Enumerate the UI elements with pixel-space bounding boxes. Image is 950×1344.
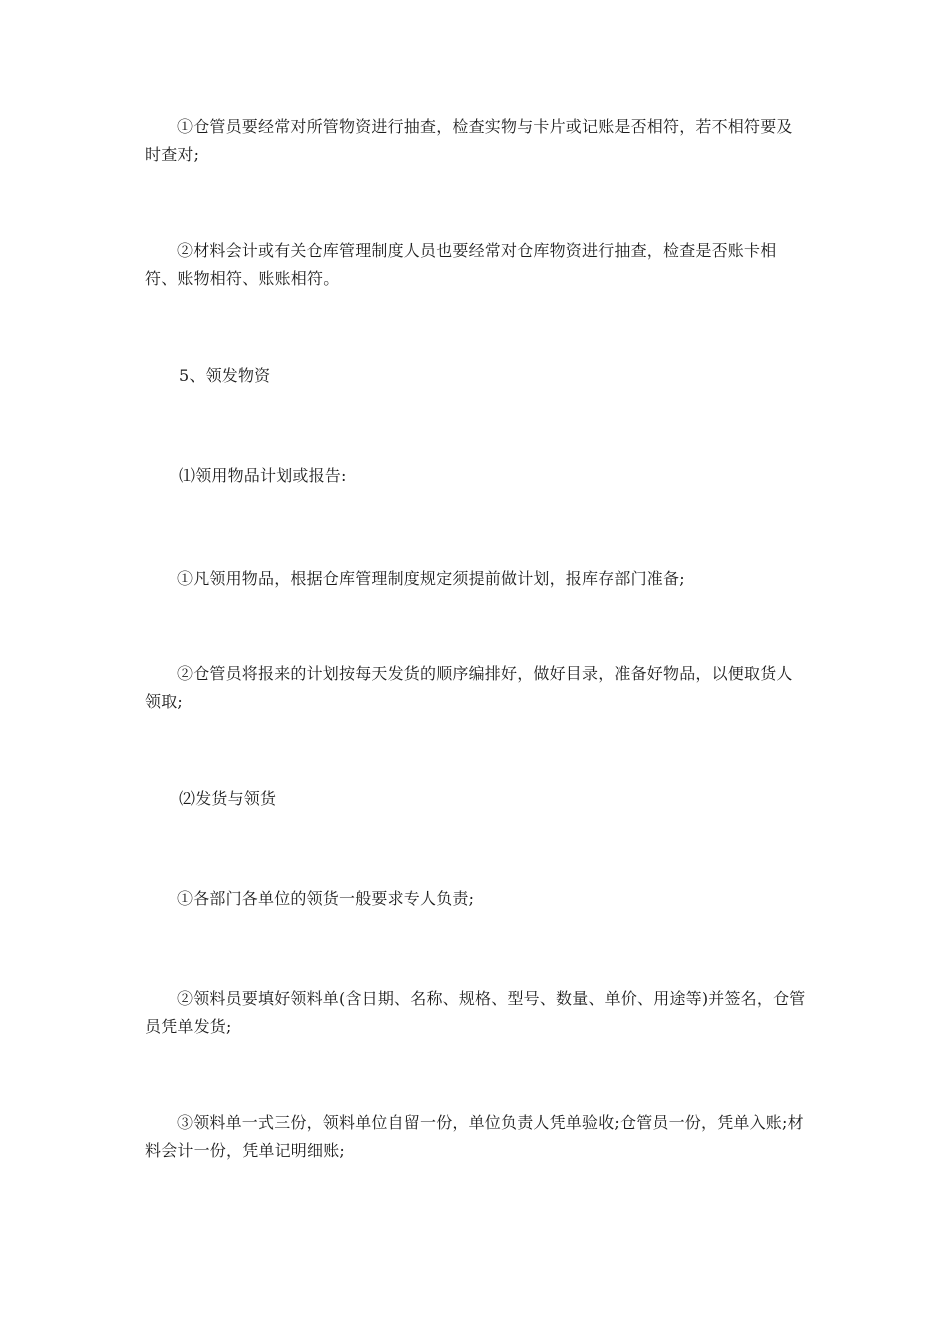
- section-heading-issue-materials: 5、领发物资: [179, 366, 271, 385]
- paragraph-accountant-check: ②材料会计或有关仓库管理制度人员也要经常对仓库物资进行抽查，检查是否账卡相符、账物相符、账账相符。: [145, 241, 777, 288]
- paragraph-triplicate-form: ③领料单一式三份，领料单位自留一份，单位负责人凭单验收;仓管员一份，凭单入账;材料会计一份，凭单记明细账;: [145, 1113, 804, 1160]
- paragraph-requisition-form: ②领料员要填好领料单(含日期、名称、规格、型号、数量、单价、用途等)并签名，仓管员凭单发货;: [145, 989, 806, 1036]
- paragraph-advance-plan: ①凡领用物品，根据仓库管理制度规定须提前做计划，报库存部门准备;: [177, 569, 685, 588]
- subsection-heading-issue-and-receive: ⑵发货与领货: [179, 789, 277, 808]
- paragraph-dedicated-person: ①各部门各单位的领货一般要求专人负责;: [177, 889, 475, 908]
- subsection-heading-requisition-plan: ⑴领用物品计划或报告:: [179, 466, 347, 485]
- paragraph-arrange-plan: ②仓管员将报来的计划按每天发货的顺序编排好，做好目录，准备好物品，以便取货人领取;: [145, 664, 793, 711]
- paragraph-inventory-spot-check: ①仓管员要经常对所管物资进行抽查，检查实物与卡片或记账是否相符，若不相符要及时查对;: [145, 117, 793, 164]
